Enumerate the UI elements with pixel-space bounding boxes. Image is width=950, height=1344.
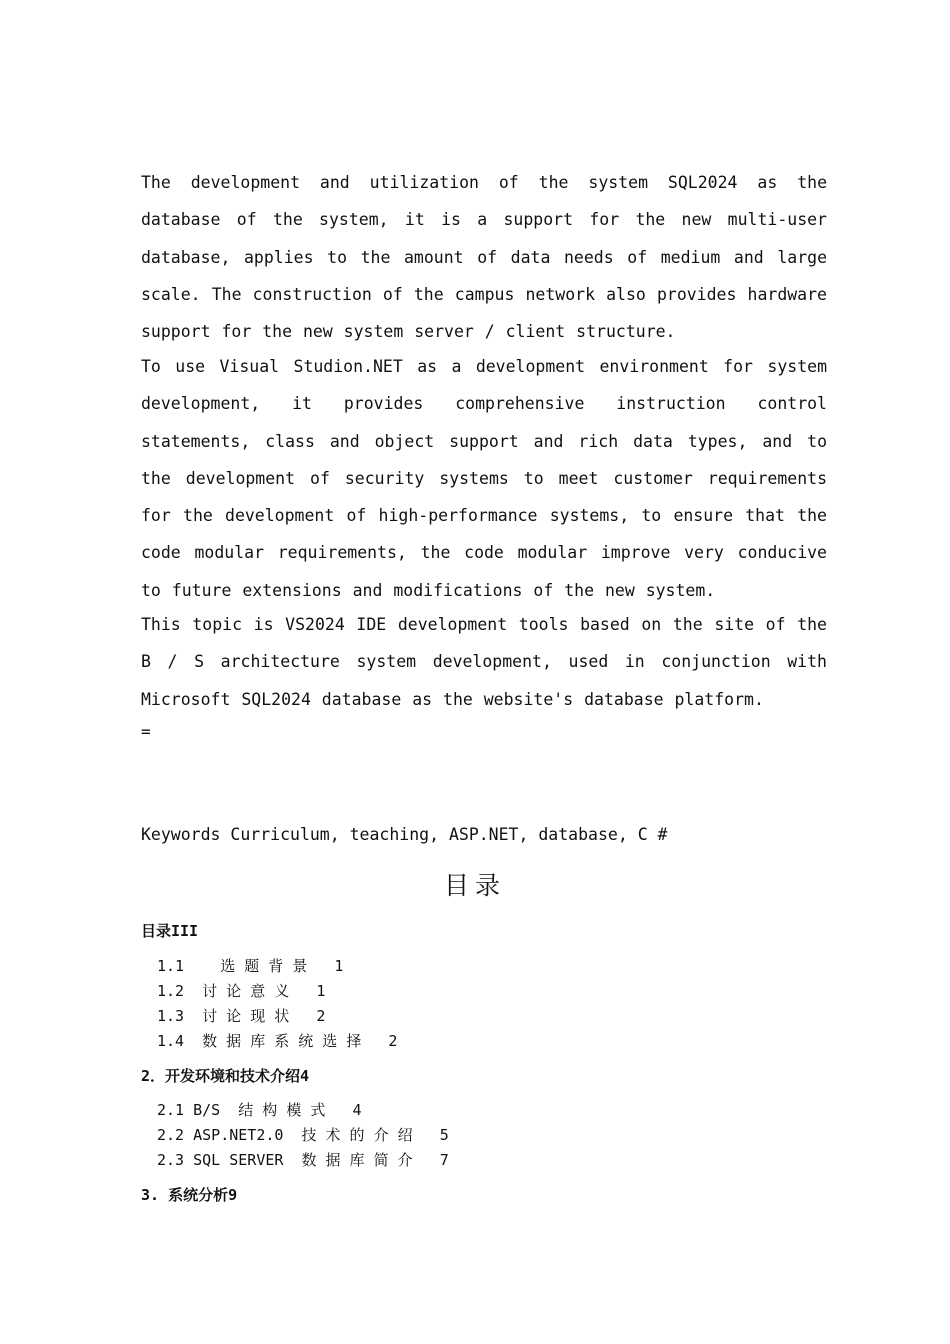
toc-item-1-4[interactable]: 1.4 数 据 库 系 统 选 择 2 <box>157 1032 398 1050</box>
abstract-paragraph-3: This topic is VS2024 IDE development tools based on the site of the B / S architecture system development, used in conjunction with Microsoft SQL2024 database as the website's database platform. <box>141 615 827 709</box>
toc-item-1-1[interactable]: 1.1 选 题 背 景 1 <box>157 957 344 975</box>
toc-item-1-3[interactable]: 1.3 讨 论 现 状 2 <box>157 1007 326 1025</box>
abstract-paragraph-2: To use Visual Studion.NET as a development environment for system development, it provides comprehensive instruction control statements, class and object support and rich data types, and to the development of security systems to meet customer requirements for the development of high-performance systems, to ensure that the code modular requirements, the code modular improve very conducive to future extensions and modifications of the new system. <box>141 357 827 600</box>
toc-item-2-1[interactable]: 2.1 B/S 结 构 模 式 4 <box>157 1101 362 1119</box>
toc-item-2-3[interactable]: 2.3 SQL SERVER 数 据 库 简 介 7 <box>157 1151 449 1169</box>
toc-item-1-2[interactable]: 1.2 讨 论 意 义 1 <box>157 982 326 1000</box>
toc-title: 目录 <box>443 871 506 900</box>
toc-heading-3[interactable]: 3. 系统分析9 <box>141 1186 238 1204</box>
toc-heading-2[interactable]: 2．开发环境和技术介绍4 <box>141 1067 310 1085</box>
keywords-line: Keywords Curriculum, teaching, ASP.NET, database, C # <box>141 825 668 844</box>
toc-heading-1[interactable]: 目录III <box>141 922 199 940</box>
toc-item-2-2[interactable]: 2.2 ASP.NET2.0 技 术 的 介 绍 5 <box>157 1126 449 1144</box>
abstract-paragraph-1: The development and utilization of the system SQL2024 as the database of the system, it is a support for the new multi-user database, applies to the amount of data needs of medium and large scale. The construction of the campus network also provides hardware support for the new system server / client structure. <box>141 173 827 342</box>
equals-mark: = <box>141 722 151 741</box>
